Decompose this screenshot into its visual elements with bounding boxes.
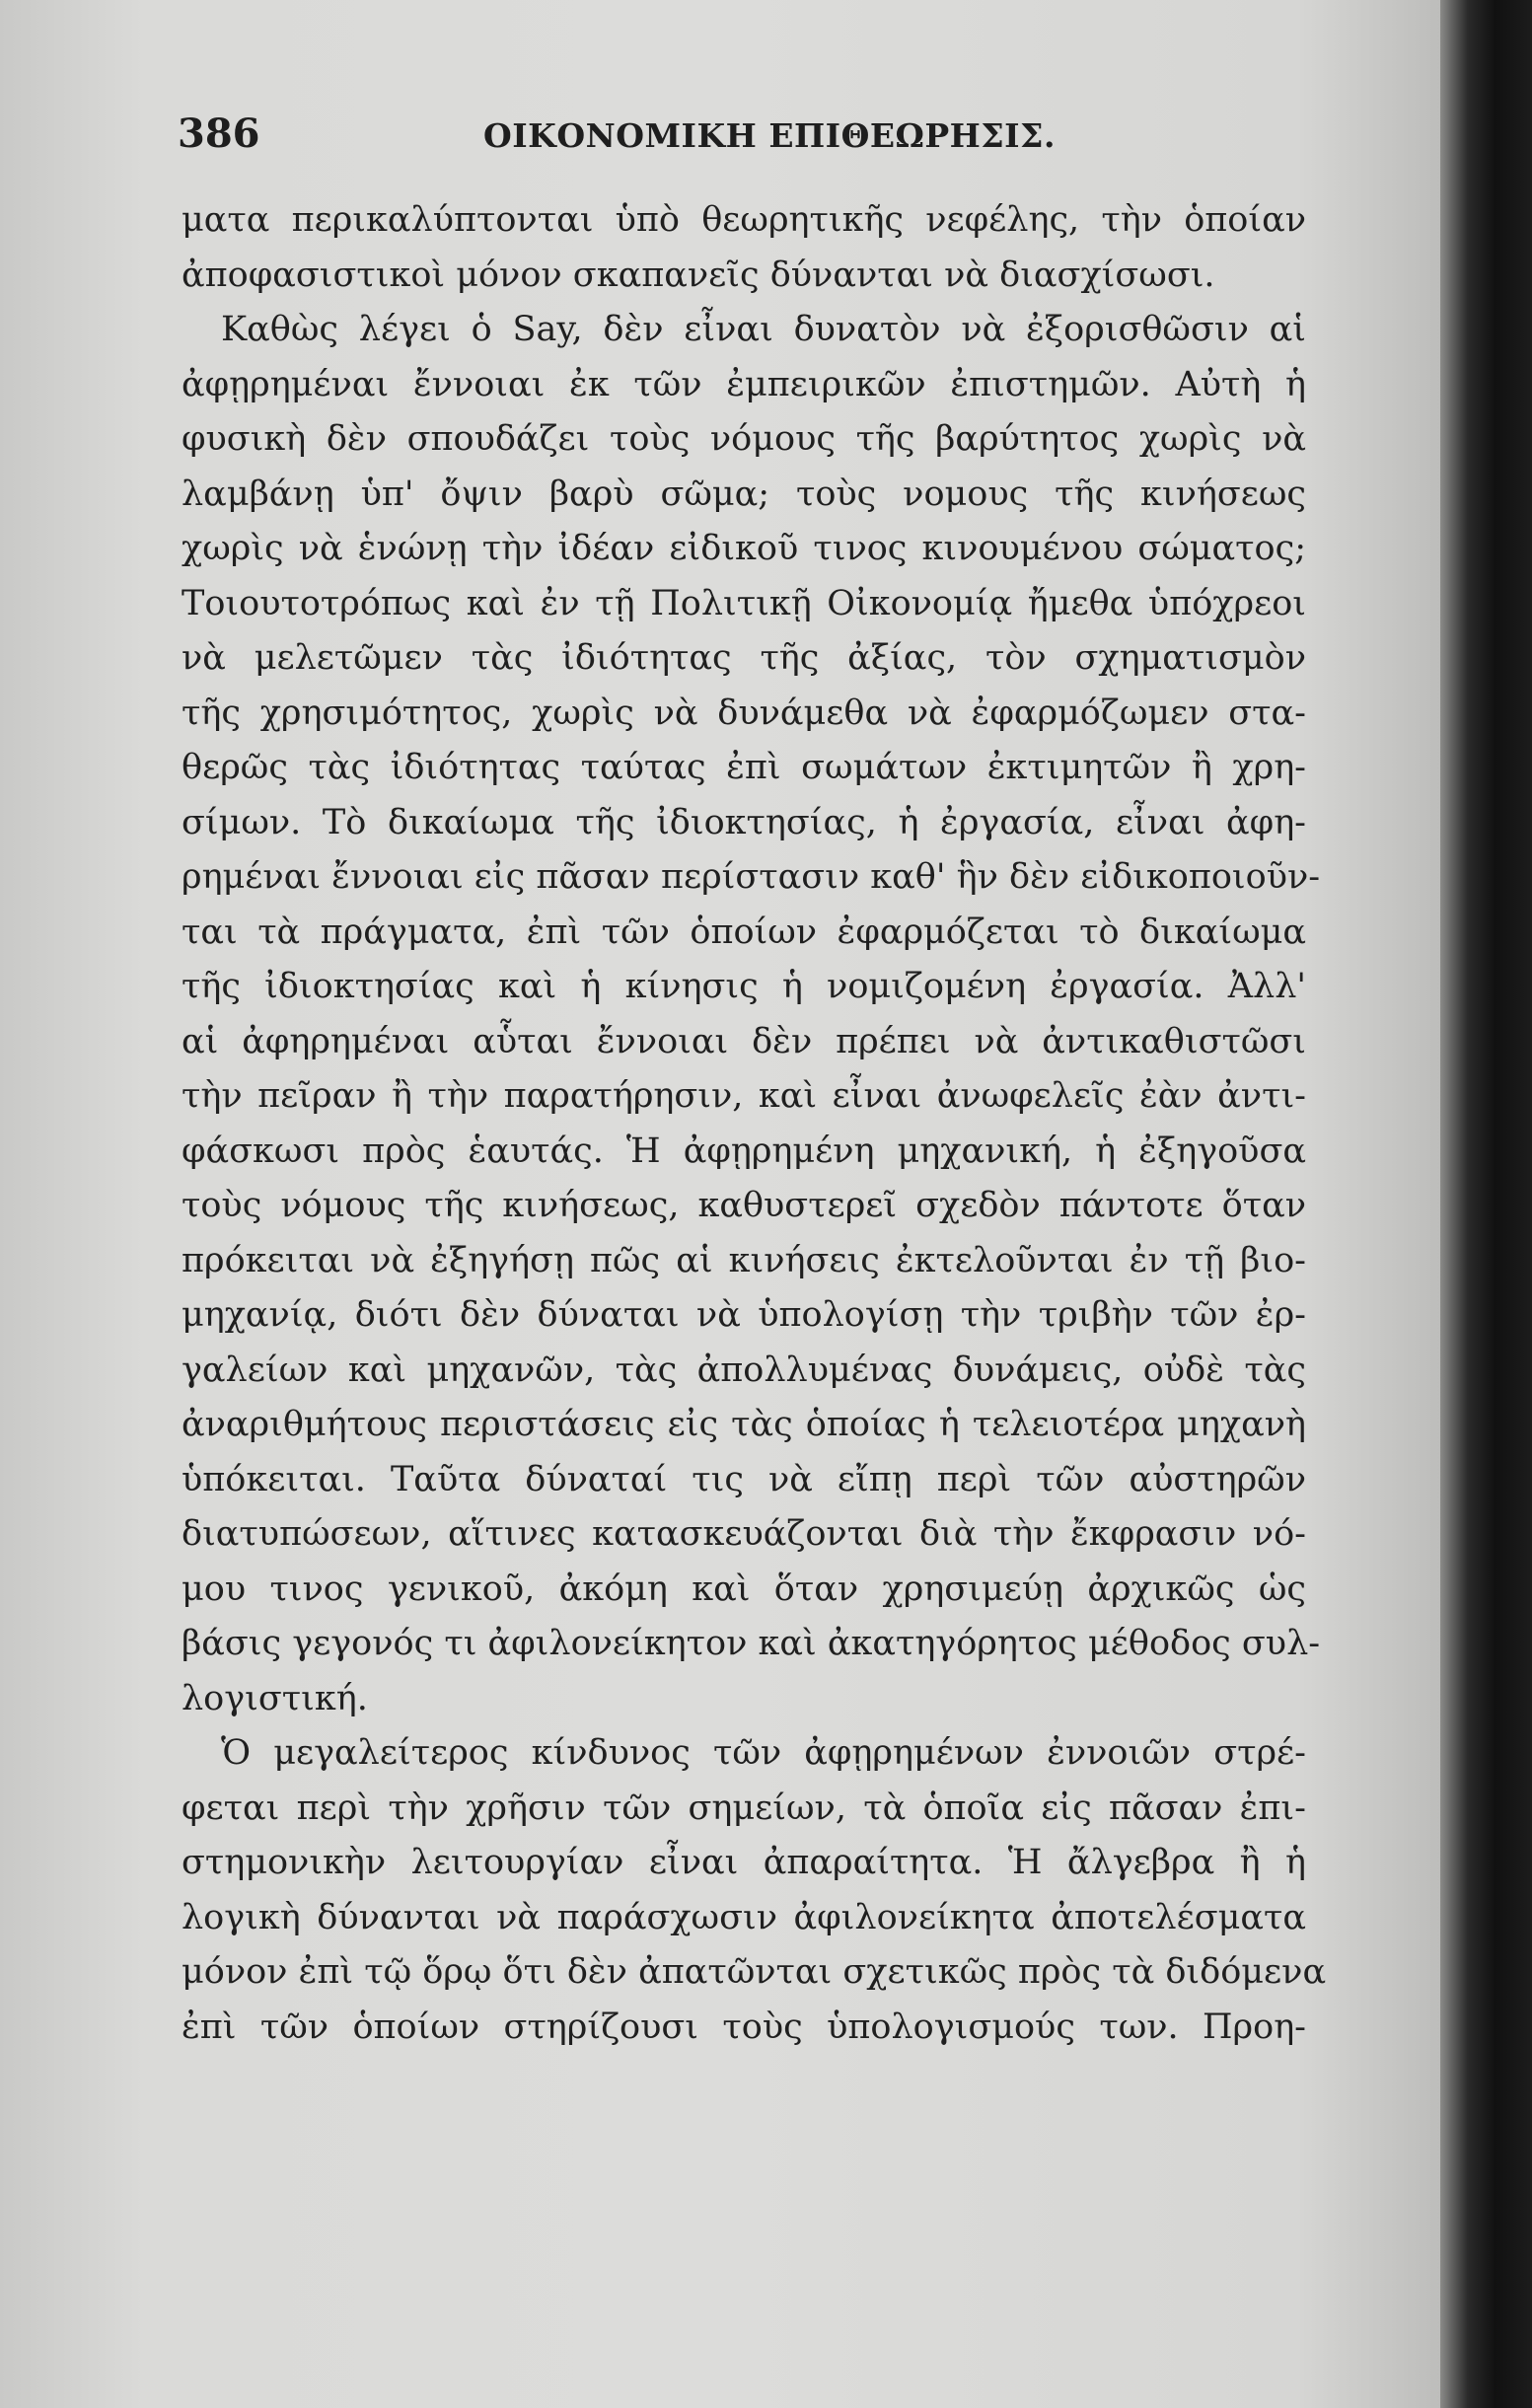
text-line: φάσκωσι πρὸς ἑαυτάς. Ἡ ἀφῃρημένη μηχανική, ἡ ἐξηγοῦσα xyxy=(182,1131,1306,1171)
text-line: σίμων. Τὸ δικαίωμα τῆς ἰδιοκτησίας, ἡ ἐργασία, εἶναι ἀφη- xyxy=(182,802,1306,842)
text-line: πρόκειται νὰ ἐξηγήσῃ πῶς αἱ κινήσεις ἐκτελοῦνται ἐν τῇ βιο- xyxy=(182,1240,1306,1280)
text-line: ἀποφασιστικοὶ μόνον σκαπανεῖς δύνανται νὰ διασχίσωσι. xyxy=(182,255,1215,295)
text-line: φεται περὶ τὴν χρῆσιν τῶν σημείων, τὰ ὁποῖα εἰς πᾶσαν ἐπι- xyxy=(182,1788,1306,1828)
text-line: μου τινος γενικοῦ, ἀκόμη καὶ ὅταν χρησιμεύῃ ἀρχικῶς ὡς xyxy=(182,1569,1306,1609)
text-line: φυσικὴ δὲν σπουδάζει τοὺς νόμους τῆς βαρύτητος χωρὶς νὰ xyxy=(182,419,1306,459)
text-line: ὑπόκειται. Ταῦτα δύναταί τις νὰ εἴπῃ περὶ τῶν αὐστηρῶν xyxy=(182,1459,1306,1499)
text-line: αἱ ἀφηρημέναι αὗται ἔννοιαι δὲν πρέπει νὰ ἀντικαθιστῶσι xyxy=(182,1021,1306,1061)
text-line: χωρὶς νὰ ἑνώνῃ τὴν ἰδέαν εἰδικοῦ τινος κινουμένου σώματος; xyxy=(182,529,1306,568)
text-line: Καθὼς λέγει ὁ Say, δὲν εἶναι δυνατὸν νὰ ἐξορισθῶσιν αἱ xyxy=(221,310,1306,349)
text-line: λαμβάνῃ ὑπ' ὄψιν βαρὺ σῶμα; τοὺς νομους τῆς κινήσεως xyxy=(182,474,1306,514)
text-line: λογιστική. xyxy=(182,1678,368,1718)
text-line: Τοιουτοτρόπως καὶ ἐν τῇ Πολιτικῇ Οἰκονομίᾳ ἤμεθα ὑπόχρεοι xyxy=(182,583,1306,623)
text-line: ματα περικαλύπτονται ὑπὸ θεωρητικῆς νεφέλης, τὴν ὁποίαν xyxy=(182,200,1306,240)
text-line: μηχανίᾳ, διότι δὲν δύναται νὰ ὑπολογίσῃ τὴν τριβὴν τῶν ἐρ- xyxy=(182,1295,1306,1335)
text-line: τῆς χρησιμότητος, χωρὶς νὰ δυνάμεθα νὰ ἐφαρμόζωμεν στα- xyxy=(182,693,1306,733)
text-line: Ὁ μεγαλείτερος κίνδυνος τῶν ἀφῃρημένων ἐννοιῶν στρέ- xyxy=(221,1733,1306,1773)
book-gutter xyxy=(1440,0,1532,2408)
text-line: τοὺς νόμους τῆς κινήσεως, καθυστερεῖ σχεδὸν πάντοτε ὅταν xyxy=(182,1186,1306,1225)
text-line: λογικὴ δύνανται νὰ παράσχωσιν ἀφιλονείκητα ἀποτελέσματα xyxy=(182,1897,1306,1937)
text-line: νὰ μελετῶμεν τὰς ἰδιότητας τῆς ἀξίας, τὸν σχηματισμὸν xyxy=(182,638,1306,678)
text-line: ρημέναι ἔννοιαι εἰς πᾶσαν περίστασιν καθ' ἣν δὲν εἰδικοποιοῦν- xyxy=(182,857,1321,897)
page-number: 386 xyxy=(178,110,260,157)
text-line: τῆς ἰδιοκτησίας καὶ ἡ κίνησις ἡ νομιζομένη ἐργασία. Ἀλλ' xyxy=(182,967,1306,1006)
running-head: ΟΙΚΟΝΟΜΙΚΗ ΕΠΙΘΕΩΡΗΣΙΣ. xyxy=(483,116,1056,155)
text-line: ἀναριθμήτους περιστάσεις εἰς τὰς ὁποίας ἡ τελειοτέρα μηχανὴ xyxy=(182,1405,1306,1444)
text-line: μόνον ἐπὶ τῷ ὅρῳ ὅτι δὲν ἀπατῶνται σχετικῶς πρὸς τὰ διδόμενα xyxy=(182,1952,1327,1992)
text-line: ται τὰ πράγματα, ἐπὶ τῶν ὁποίων ἐφαρμόζεται τὸ δικαίωμα xyxy=(182,912,1306,952)
text-line: βάσις γεγονός τι ἀφιλονείκητον καὶ ἀκατηγόρητος μέθοδος συλ- xyxy=(182,1624,1321,1663)
text-line: διατυπώσεων, αἵτινες κατασκευάζονται διὰ τὴν ἔκφρασιν νό- xyxy=(182,1514,1306,1554)
page-header xyxy=(178,110,1302,170)
text-line: ἀφῃρημέναι ἔννοιαι ἐκ τῶν ἐμπειρικῶν ἐπιστημῶν. Αὐτὴ ἡ xyxy=(182,364,1306,404)
body-text xyxy=(182,193,1327,2055)
text-line: ἐπὶ τῶν ὁποίων στηρίζουσι τοὺς ὑπολογισμούς των. Προη- xyxy=(182,2007,1306,2047)
text-line: τὴν πεῖραν ἢ τὴν παρατήρησιν, καὶ εἶναι ἀνωφελεῖς ἐὰν ἀντι- xyxy=(182,1076,1306,1116)
text-line: θερῶς τὰς ἰδιότητας ταύτας ἐπὶ σωμάτων ἐκτιμητῶν ἢ χρη- xyxy=(182,748,1306,787)
text-line: στημονικὴν λειτουργίαν εἶναι ἀπαραίτητα. Ἡ ἄλγεβρα ἢ ἡ xyxy=(182,1843,1306,1882)
text-line: γαλείων καὶ μηχανῶν, τὰς ἀπολλυμένας δυνάμεις, οὐδὲ τὰς xyxy=(182,1350,1306,1390)
